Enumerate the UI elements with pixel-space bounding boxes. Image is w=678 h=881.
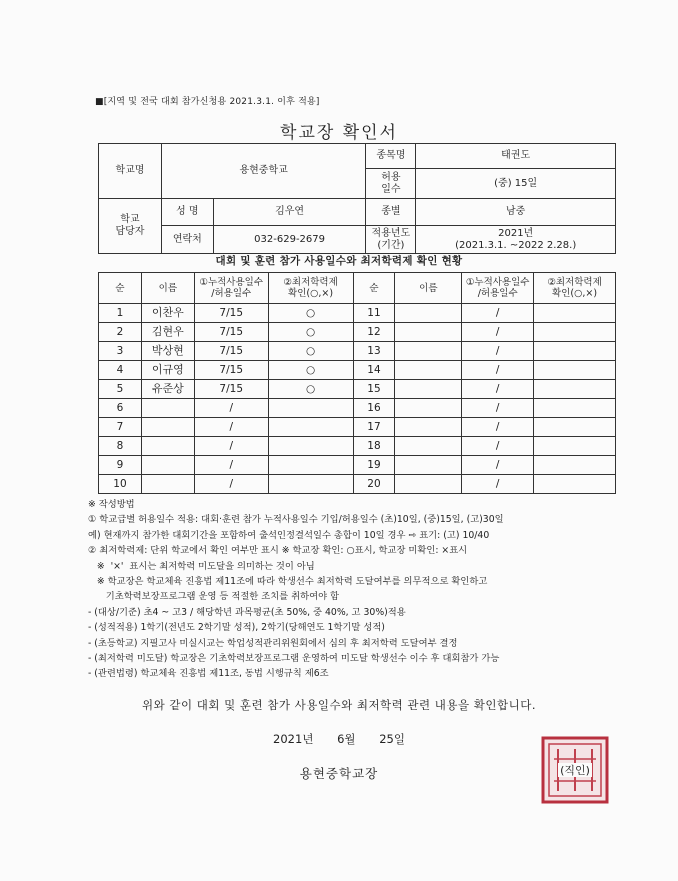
row-number: 3: [99, 342, 142, 361]
used-days: /: [462, 475, 534, 494]
min-academic-check: [268, 456, 353, 475]
date-year: 2021년: [273, 732, 314, 746]
min-academic-check: [534, 304, 616, 323]
sport-label: 종목명: [366, 144, 416, 169]
table-row: [99, 456, 616, 475]
used-days: /: [462, 380, 534, 399]
allowed-days-value: (중) 15일: [416, 169, 616, 199]
student-name: [395, 456, 462, 475]
student-name: [395, 342, 462, 361]
school-name-label: 학교명: [99, 144, 162, 199]
col-header-days: ①누적사용일수 /허용일수: [462, 273, 534, 304]
instruction-line: - (관련법령) 학교체육 진흥법 제11조, 동법 시행규칙 제6조: [88, 668, 329, 680]
student-name: [141, 475, 194, 494]
period-year: 2021년: [498, 227, 534, 239]
student-name: [395, 304, 462, 323]
col-header-check: ②최저학력제 확인(○,×): [268, 273, 353, 304]
row-number: 5: [99, 380, 142, 399]
min-academic-check: [534, 380, 616, 399]
table-row: [99, 342, 616, 361]
used-days: 7/15: [194, 304, 268, 323]
row-number: 12: [353, 323, 395, 342]
row-number: 15: [353, 380, 395, 399]
instruction-line: - (대상/기준) 초4 ~ 고3 / 해당학년 과목평균(초 50%, 중 40%, 고 30%)적용: [88, 606, 406, 618]
col-header-days: ①누적사용일수 /허용일수: [194, 273, 268, 304]
min-academic-check: [268, 437, 353, 456]
table-row: [99, 475, 616, 494]
min-academic-check: ○: [268, 342, 353, 361]
min-academic-check: [534, 456, 616, 475]
min-academic-check: [534, 323, 616, 342]
row-number: 10: [99, 475, 142, 494]
gender-label: 종별: [366, 199, 416, 226]
principal-signature-line: 용현중학교장: [299, 766, 379, 781]
student-name: [141, 437, 194, 456]
school-info-table: [98, 143, 616, 254]
student-name: 박상현: [141, 342, 194, 361]
student-name: 이규영: [141, 361, 194, 380]
used-days: 7/15: [194, 342, 268, 361]
row-number: 13: [353, 342, 395, 361]
row-number: 18: [353, 437, 395, 456]
used-days: /: [462, 418, 534, 437]
student-name: [395, 361, 462, 380]
row-number: 20: [353, 475, 395, 494]
student-name: [141, 399, 194, 418]
row-number: 11: [353, 304, 395, 323]
student-name: 유준상: [141, 380, 194, 399]
contact-value: 032-629-2679: [213, 226, 366, 254]
period-value: [416, 226, 616, 254]
min-academic-check: [534, 361, 616, 380]
min-academic-check: ○: [268, 380, 353, 399]
row-number: 7: [99, 418, 142, 437]
used-days: /: [462, 361, 534, 380]
table-row: [99, 361, 616, 380]
student-name: [395, 437, 462, 456]
used-days: /: [194, 418, 268, 437]
table-row: [99, 304, 616, 323]
used-days: 7/15: [194, 380, 268, 399]
table-row: [99, 323, 616, 342]
used-days: /: [462, 456, 534, 475]
student-name: [395, 418, 462, 437]
row-number: 16: [353, 399, 395, 418]
min-academic-check: [268, 418, 353, 437]
col-header-no: 순: [353, 273, 395, 304]
writing-instructions: [88, 497, 618, 682]
row-number: 6: [99, 399, 142, 418]
min-academic-check: [268, 475, 353, 494]
used-days: /: [194, 399, 268, 418]
row-number: 8: [99, 437, 142, 456]
min-academic-check: ○: [268, 323, 353, 342]
used-days: /: [462, 342, 534, 361]
contact-label: 연락처: [161, 226, 213, 254]
instruction-line: ※ 작성방법: [88, 499, 135, 510]
row-number: 1: [99, 304, 142, 323]
instruction-line: - (초등학교) 지필고사 미실시교는 학업성적관리위원회에서 심의 후 최저학력 도달여부 결정: [88, 637, 458, 649]
min-academic-check: [534, 342, 616, 361]
used-days: /: [194, 437, 268, 456]
min-academic-check: ○: [268, 304, 353, 323]
period-label: 적용년도 (기간): [366, 226, 416, 254]
student-name: [141, 418, 194, 437]
table-row: [99, 437, 616, 456]
date-month: 6월: [337, 732, 356, 746]
manager-name-label: 성 명: [161, 199, 213, 226]
confirmation-statement: 위와 같이 대회 및 훈련 참가 사용일수와 최저학력 관련 내용을 확인합니다.: [142, 698, 536, 712]
used-days: /: [462, 399, 534, 418]
seal-label: (직인): [560, 764, 590, 777]
row-number: 17: [353, 418, 395, 437]
instruction-line: 기초학력보장프로그램 운영 등 적절한 조치를 취하여야 함: [88, 591, 340, 603]
used-days: /: [194, 475, 268, 494]
student-name: 이찬우: [141, 304, 194, 323]
participation-status-table: [98, 272, 616, 494]
instruction-line: ※ '×' 표시는 최저학력 미도달을 의미하는 것이 아님: [88, 560, 315, 572]
used-days: /: [194, 456, 268, 475]
used-days: 7/15: [194, 361, 268, 380]
row-number: 2: [99, 323, 142, 342]
student-name: 김현우: [141, 323, 194, 342]
official-seal-stamp: [540, 735, 610, 805]
student-name: [395, 380, 462, 399]
form-usage-label: ■[지역 및 전국 대회 참가신청용 2021.3.1. 이후 적용]: [95, 97, 320, 107]
table-row: [99, 418, 616, 437]
instruction-line: ① 학교급별 허용일수 적용: 대회·훈련 참가 누적사용일수 기입/허용일수 (초)10일, (중)15일, (고)30일: [88, 514, 504, 526]
student-name: [395, 399, 462, 418]
document-title: 학교장 확인서: [280, 123, 398, 143]
col-header-name: 이름: [141, 273, 194, 304]
min-academic-check: [268, 399, 353, 418]
instruction-line: ② 최저학력제: 단위 학교에서 확인 여부만 표시 ※ 학교장 확인: ○표시, 학교장 미확인: ×표시: [88, 545, 468, 557]
manager-label: 학교 담당자: [99, 199, 162, 254]
date-day: 25일: [379, 732, 405, 746]
instruction-line: 예) 현재까지 참가한 대회기간을 포함하여 출석인정결석일수 총합이 10일 경우 ⇨ 표기: (고) 10/40: [88, 529, 490, 541]
used-days: /: [462, 323, 534, 342]
col-header-no: 순: [99, 273, 142, 304]
student-name: [395, 323, 462, 342]
row-number: 14: [353, 361, 395, 380]
student-name: [395, 475, 462, 494]
status-table-title: 대회 및 훈련 참가 사용일수와 최저학력제 확인 현황: [215, 255, 463, 267]
col-header-check: ②최저학력제 확인(○,×): [534, 273, 616, 304]
period-range: (2021.3.1. ~2022 2.28.): [455, 239, 577, 251]
used-days: /: [462, 437, 534, 456]
allowed-days-label: 허용 일수: [366, 169, 416, 199]
instruction-line: - (성적적용) 1학기(전년도 2학기말 성적), 2학기(당해연도 1학기말 성적): [88, 622, 385, 634]
instruction-line: - (최저학력 미도달) 학교장은 기초학력보장프로그램 운영하여 미도달 학생선수 이수 후 대회참가 가능: [88, 653, 500, 665]
min-academic-check: [534, 475, 616, 494]
row-number: 19: [353, 456, 395, 475]
row-number: 4: [99, 361, 142, 380]
min-academic-check: [534, 399, 616, 418]
gender-value: 남중: [416, 199, 616, 226]
school-name-value: 용현중학교: [161, 144, 366, 199]
table-row: [99, 399, 616, 418]
min-academic-check: [534, 437, 616, 456]
manager-name-value: 김우연: [213, 199, 366, 226]
student-name: [141, 456, 194, 475]
row-number: 9: [99, 456, 142, 475]
table-row: [99, 380, 616, 399]
col-header-name: 이름: [395, 273, 462, 304]
sport-value: 태권도: [416, 144, 616, 169]
instruction-line: ※ 학교장은 학교체육 진흥법 제11조에 따라 학생선수 최저학력 도달여부를 의무적으로 확인하고: [88, 576, 488, 588]
used-days: /: [462, 304, 534, 323]
used-days: 7/15: [194, 323, 268, 342]
min-academic-check: ○: [268, 361, 353, 380]
min-academic-check: [534, 418, 616, 437]
